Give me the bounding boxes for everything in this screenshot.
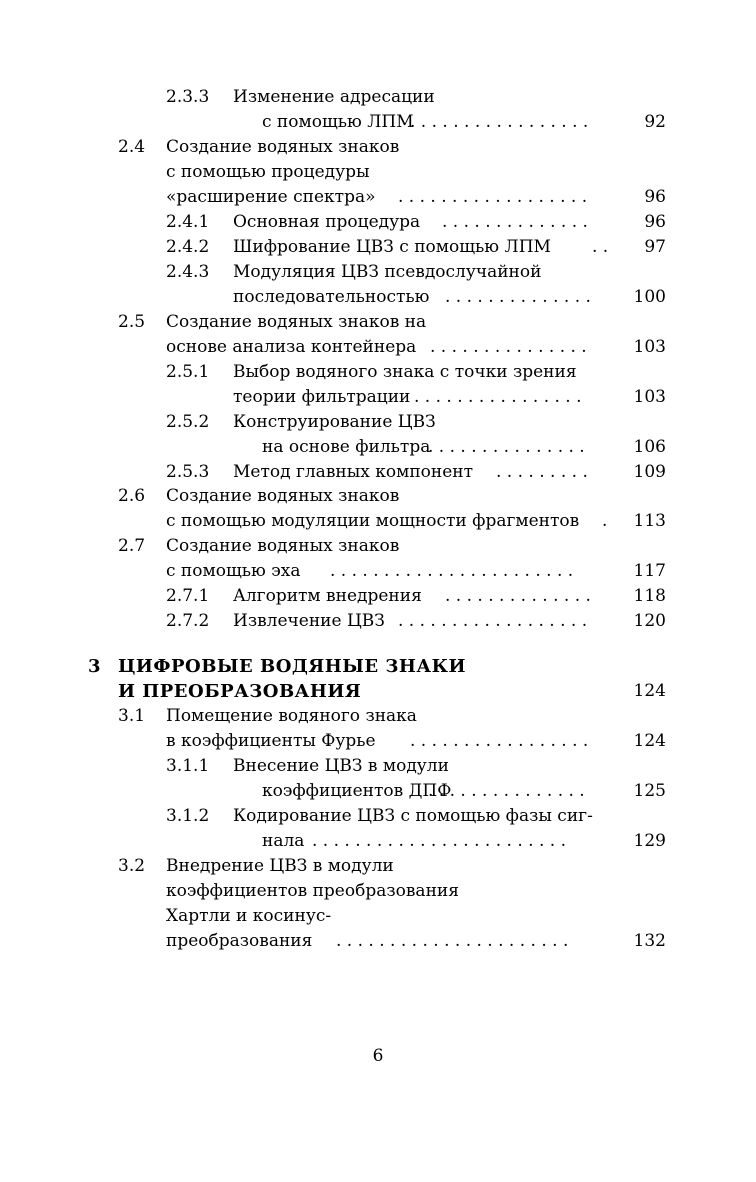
entry-number: 2.5.2 — [166, 412, 210, 432]
entry-page: 132 — [633, 931, 666, 951]
entry-title: коэффициентов ДПФ — [262, 781, 452, 801]
entry-title: Хартли и косинус- — [166, 906, 332, 926]
leader-dots: . . . . . . . . . . . . . . . — [428, 437, 585, 457]
leader-dots: . . . . . . . . . . . . . . . . . . . . . . — [336, 931, 569, 951]
entry-title: Основная процедура — [233, 212, 421, 232]
entry-number: 2.5.3 — [166, 462, 210, 482]
leader-dots: . — [602, 511, 608, 531]
entry-title: Модуляция ЦВЗ псевдослучайной — [233, 262, 542, 282]
chapter-page: 124 — [633, 681, 666, 701]
entry-title: с помощью ЛПМ — [262, 112, 414, 132]
entry-title: на основе фильтра — [262, 437, 431, 457]
entry-title: Кодирование ЦВЗ с помощью фазы сиг- — [233, 806, 593, 826]
leader-dots: . . . . . . . . . . . . . . . — [430, 337, 587, 357]
entry-title: в коэффициенты Фурье — [166, 731, 376, 751]
entry-page: 103 — [633, 337, 666, 357]
entry-title: с помощью процедуры — [166, 162, 370, 182]
entry-title: Внесение ЦВЗ в модули — [233, 756, 449, 776]
entry-page: 103 — [633, 387, 666, 407]
entry-title: Помещение водяного знака — [166, 706, 417, 726]
entry-title: Шифрование ЦВЗ с помощью ЛПМ — [233, 237, 551, 257]
leader-dots: . . . . . . . . . . . . . . — [442, 212, 588, 232]
entry-number: 2.6 — [118, 486, 146, 506]
leader-dots: . . . . . . . . . . . . . . . — [428, 781, 585, 801]
entry-title: Создание водяных знаков — [166, 486, 400, 506]
entry-title: с помощью модуляции мощности фрагментов — [166, 511, 580, 531]
entry-page: 96 — [644, 187, 666, 207]
leader-dots: . . . . . . . . . . . . . . — [445, 586, 591, 606]
entry-number: 2.7.1 — [166, 586, 210, 606]
entry-title: коэффициентов преобразования — [166, 881, 459, 901]
entry-number: 3.1.1 — [166, 756, 210, 776]
leader-dots: . . — [592, 237, 609, 257]
page-number: 6 — [372, 1046, 384, 1066]
entry-page: 109 — [633, 462, 666, 482]
entry-title: Создание водяных знаков на — [166, 312, 427, 332]
leader-dots: . . . . . . . . . . . . . . . . — [414, 387, 582, 407]
entry-number: 2.5 — [118, 312, 146, 332]
leader-dots: . . . . . . . . . . . . . . . . . . — [398, 611, 588, 631]
entry-title: преобразования — [166, 931, 313, 951]
leader-dots: . . . . . . . . . . . . . . . . . . — [398, 187, 588, 207]
entry-title: Создание водяных знаков — [166, 137, 400, 157]
entry-title: Изменение адресации — [233, 87, 435, 107]
entry-title: Выбор водяного знака с точки зрения — [233, 362, 577, 382]
entry-title: основе анализа контейнера — [166, 337, 417, 357]
entry-number: 2.4.1 — [166, 212, 210, 232]
entry-number: 3.2 — [118, 856, 146, 876]
entry-title: последовательностью — [233, 287, 430, 307]
entry-number: 2.3.3 — [166, 87, 210, 107]
entry-page: 100 — [633, 287, 666, 307]
entry-number: 2.4.3 — [166, 262, 210, 282]
entry-page: 96 — [644, 212, 666, 232]
leader-dots: . . . . . . . . . . . . . . — [445, 287, 591, 307]
entry-title: теории фильтрации — [233, 387, 411, 407]
leader-dots: . . . . . . . . . . . . . . . . . . . . . . . — [330, 561, 574, 581]
entry-page: 124 — [633, 731, 666, 751]
entry-title: Метод главных компонент — [233, 462, 474, 482]
entry-page: 92 — [644, 112, 666, 132]
chapter-title: И ПРЕОБРАЗОВАНИЯ — [118, 681, 362, 702]
entry-page: 129 — [633, 831, 666, 851]
entry-title: Извлечение ЦВЗ — [233, 611, 385, 631]
entry-number: 2.4 — [118, 137, 146, 157]
entry-page: 106 — [633, 437, 666, 457]
entry-number: 3.1.2 — [166, 806, 210, 826]
leader-dots: . . . . . . . . . — [496, 462, 588, 482]
entry-number: 2.5.1 — [166, 362, 210, 382]
chapter-number: 3 — [88, 656, 102, 677]
entry-number: 3.1 — [118, 706, 146, 726]
entry-title: «расширение спектра» — [166, 187, 376, 207]
leader-dots: . . . . . . . . . . . . . . . . . — [410, 112, 589, 132]
entry-title: Конструирование ЦВЗ — [233, 412, 436, 432]
entry-title: Создание водяных знаков — [166, 536, 400, 556]
entry-page: 113 — [633, 511, 666, 531]
entry-number: 2.7 — [118, 536, 146, 556]
entry-title: Алгоритм внедрения — [233, 586, 422, 606]
entry-page: 118 — [633, 586, 666, 606]
leader-dots: . . . . . . . . . . . . . . . . . — [410, 731, 589, 751]
leader-dots: . . . . . . . . . . . . . . . . . . . . . . . . — [312, 831, 566, 851]
entry-number: 2.7.2 — [166, 611, 210, 631]
entry-page: 120 — [633, 611, 666, 631]
entry-page: 125 — [633, 781, 666, 801]
entry-title: с помощью эха — [166, 561, 301, 581]
entry-number: 2.4.2 — [166, 237, 210, 257]
entry-title: нала — [262, 831, 305, 851]
entry-page: 97 — [644, 237, 666, 257]
entry-title: Внедрение ЦВЗ в модули — [166, 856, 394, 876]
entry-page: 117 — [633, 561, 666, 581]
chapter-title: ЦИФРОВЫЕ ВОДЯНЫЕ ЗНАКИ — [118, 656, 466, 677]
